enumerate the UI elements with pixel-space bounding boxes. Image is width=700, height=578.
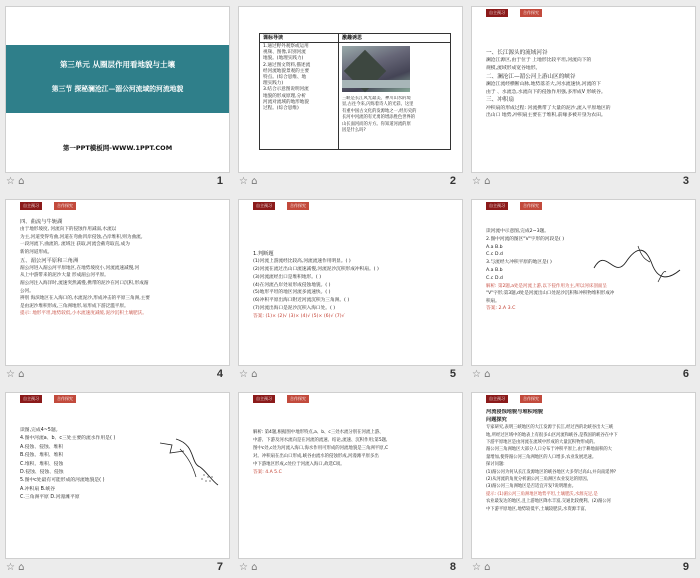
text-line: 五、湄公河平原和三角洲 <box>20 257 79 264</box>
slide-number: 3 <box>682 175 689 187</box>
text-line: 1.通过野外观察或运用 <box>263 44 309 49</box>
text-line: 地貌。(地理实践力) <box>263 56 304 62</box>
river-map <box>156 433 220 487</box>
text-line: C.c D.d <box>486 252 503 258</box>
tab-self-study: 自主预习 <box>486 395 508 403</box>
river-diagram <box>592 240 682 288</box>
body-text <box>486 409 687 513</box>
text-line: 公河。 <box>20 288 34 294</box>
text-line: 由于地形坡度, 河流向下的侵蚀作用减弱,水流以 <box>20 227 117 233</box>
text-line: A.a B.b <box>486 244 503 250</box>
slide-tools-icon[interactable]: ☆ ⌂ <box>6 562 25 573</box>
slide-thumbnail-6[interactable] <box>466 193 699 385</box>
text-line: 探讨问题: <box>486 462 505 468</box>
text-line: A.冲积扇 B.峡谷 <box>20 486 56 492</box>
slide-thumbnail-7[interactable] <box>0 386 233 578</box>
text-line: C.三角洲平原 D.河漫滩平原 <box>20 495 80 501</box>
slide-footer <box>233 560 466 576</box>
slide-canvas <box>471 6 696 173</box>
text-line: 4.图中河流a、b、c三处主要的流水作用是( ) <box>20 436 116 442</box>
text-line: 读图,完成4~5题。 <box>20 428 61 433</box>
tab-cooperation: 合作探究 <box>520 395 542 403</box>
slide-footer <box>466 560 699 576</box>
analysis-line: 对。冲积扇在出山口形成,峡谷由流水的侵蚀形成,河漫滩平原多出 <box>253 454 379 459</box>
slide-tools-icon[interactable]: ☆ ⌂ <box>239 562 258 573</box>
tab-self-study: 自主预习 <box>486 202 508 210</box>
text-line: 新的河道形成。 <box>20 249 53 255</box>
slide-canvas <box>238 199 463 366</box>
text-line: 经河流地貌景观的主要 <box>263 68 309 74</box>
analysis-line: 解析: 第2题,a处是河流上游,以下侵作用为主,所以河床剖面呈 <box>486 283 607 289</box>
body-text <box>20 218 221 318</box>
text-line: 特点。(综合思维、地 <box>263 75 307 81</box>
text-line: (7)河流出海口是泥沙沉积入海口处。( ) <box>253 305 336 311</box>
text-line: (3)河流流经出口是堆积地形。( ) <box>253 274 322 280</box>
text-line: 量增加,使得湄公河三角洲地区的人口增多,农业发展迅速。 <box>486 454 597 460</box>
answer-line: 答案: 2.A 3.C <box>486 306 516 312</box>
slide-header <box>239 393 462 403</box>
text-line: 3.结合示意图说明河流 <box>263 87 309 93</box>
hint-line: 提示: (1)湄公河三角洲地区地势平坦,土壤肥沃,水源充足,是 <box>486 491 598 497</box>
slide-tools-icon[interactable]: ☆ ⌂ <box>6 176 25 187</box>
text-line: D.侵蚀、侵蚀、侵蚀 <box>20 470 64 476</box>
slide-header <box>472 200 695 210</box>
analysis-line: 中下游地区形成,c处位于河流入海口,故选C项。 <box>253 462 345 467</box>
table-header-cell: 激趣诱思 <box>342 35 363 41</box>
slide-footer <box>0 174 233 190</box>
text-line: (5)地形平坦的地区河流多流速快。( ) <box>253 290 331 296</box>
slide-canvas <box>471 199 696 366</box>
slide-thumbnail-2[interactable] <box>233 0 466 192</box>
text-line: 长河中河流的有光勇的增添胜色世界的 <box>342 115 416 121</box>
section-title: 河流侵蚀地貌与堆积地貌 <box>486 409 544 415</box>
text-line: 规模,流域形成宽谷地形。 <box>486 66 541 71</box>
tab-cooperation: 合作探究 <box>54 202 76 210</box>
slide-canvas <box>238 6 463 173</box>
slide-number: 8 <box>449 561 456 573</box>
text-line: 河流对流域的地形地貌 <box>263 99 309 105</box>
text-line: (3)湄公河三角洲地区是否适宜开发?说明理由。 <box>486 484 577 490</box>
text-line: A.侵蚀、侵蚀、堆积 <box>20 444 64 450</box>
text-line: (1)河流上游流经比较高,河流流速作用明显。( ) <box>253 259 351 265</box>
slide-tools-icon[interactable]: ☆ ⌂ <box>239 176 258 187</box>
tab-self-study: 自主预习 <box>20 202 42 210</box>
objectives-text <box>263 44 337 112</box>
text-line: 澜沧江流经横断山脉,地势落差大,河水流速快,河流的下 <box>486 82 601 87</box>
tab-self-study: 自主预习 <box>253 202 275 210</box>
text-line: 冲积扇的形成过程: 河流携带了大量的泥沙,流入平原地区的 <box>486 105 611 111</box>
text-line: 二、澜沧江—湄公河上游山区的峡谷 <box>486 73 576 80</box>
tab-self-study: 自主预习 <box>253 395 275 403</box>
slide-number: 1 <box>216 175 223 187</box>
objectives-table <box>259 33 451 150</box>
slide-number: 4 <box>216 368 223 380</box>
text-line: 中下游平原地区,地势较低平,土壤较肥沃,水资源丰富。 <box>486 506 589 512</box>
text-line: 过程。(综合思维) <box>263 106 299 112</box>
slide-tools-icon[interactable]: ☆ ⌂ <box>239 369 258 380</box>
text-line: 因是什么吗? <box>342 128 366 134</box>
slide-canvas <box>238 392 463 559</box>
tab-cooperation: 合作探究 <box>287 202 309 210</box>
slide-header <box>6 200 229 210</box>
text-line: 澜沧江源区,由于位于 上地形比较平坦,河流向下的 <box>486 58 592 64</box>
analysis-line: 积扇。 <box>486 298 500 304</box>
slide-tools-icon[interactable]: ☆ ⌂ <box>472 369 491 380</box>
text-line: 3.与流经大冲积平原的地区是( ) <box>486 260 552 266</box>
text-line: 5.图中c处最有可能形成的河流地貌是( ) <box>20 478 105 484</box>
text-line: 农业最发达的地区,且上游地区降水丰富,交通比较便利。(2)湄公河 <box>486 499 611 505</box>
tab-cooperation: 合作探究 <box>520 9 542 17</box>
answer-line: 答案: (1)× (2)√ (3)× (4)√ (5)× (6)√ (7)√ <box>253 313 345 319</box>
gorge-photo <box>342 46 410 92</box>
slide-thumbnail-9[interactable] <box>466 386 699 578</box>
text-line: C.c D.d <box>486 275 503 281</box>
text-line: B.侵蚀、堆积、堆积 <box>20 453 64 459</box>
analysis-line: 解析: 第4题,根据图中地形特点,a、b、c三处水流分别在河流上游、 <box>253 430 384 435</box>
slide-footer <box>466 367 699 383</box>
hint-line: 提示: 地形平坦,地势较低,小水流速度减缓,泥沙沉积土壤肥沃。 <box>20 311 147 317</box>
slide-number: 6 <box>682 368 689 380</box>
analysis-line: "V"字形;第3题,d处是河流出山口处泥沙沉积和冲积物堆积形成冲 <box>486 291 615 297</box>
body-text <box>253 250 454 321</box>
slide-footer <box>233 174 466 190</box>
slide-tools-icon[interactable]: ☆ ⌂ <box>472 176 491 187</box>
slide-header <box>239 200 462 210</box>
body-text <box>253 429 454 477</box>
slide-thumbnail-5[interactable] <box>233 193 466 385</box>
intro-text <box>342 96 448 134</box>
table-header-cell: 课标导读 <box>263 35 284 41</box>
analysis-line: 中游、下游及河水流向是在河流的流速、结论,流速、沉积作用;第5题, <box>253 438 388 443</box>
slide-canvas <box>5 392 230 559</box>
tab-cooperation: 合作探究 <box>520 202 542 210</box>
text-line: 湄公河注入海洋时,流速突然减慢,携带的泥沙在河口沉积,形成湄 <box>20 280 149 286</box>
text-line: 山长面河而的方方。你知道河流的原 <box>342 121 411 127</box>
tab-self-study: 自主预习 <box>486 9 508 17</box>
slide-number: 5 <box>449 368 456 380</box>
slide-number: 9 <box>682 561 689 573</box>
text-line: (4)在河流凸岸处易形成侵蚀地貌。( ) <box>253 282 331 288</box>
slide-footer <box>466 174 699 190</box>
slide-title: 第三单元 从圈层作用看地貌与土壤 <box>59 60 176 69</box>
text-line: 三、冲积扇 <box>486 97 514 104</box>
tab-self-study: 自主预习 <box>20 395 42 403</box>
text-line: 三峡是长江风光最美、神川山水的境 <box>342 96 411 101</box>
text-line: 一、长江源头的流域河谷 <box>486 50 548 56</box>
text-line: 一段河流下,曲流的, 流域注 获取,河流会截弯取直,成为 <box>20 242 130 248</box>
analysis-line: 图中c处,c处为河流入海口,海水作用可形成的河流地貌是三角洲平原,C <box>253 446 389 451</box>
text-line: 四、曲流与牛轭湖 <box>20 219 63 225</box>
text-line: 2.图中河流的图区"V"字形的河段是( ) <box>486 236 565 242</box>
slide-canvas <box>5 6 230 173</box>
text-line: 湄公河进入湄公河平原地区,在地势坡度小,河流流速减慢,河 <box>20 265 140 271</box>
text-line: (2)从河流的角度分析湄公河三角洲区农业发达的原因。 <box>486 477 591 483</box>
text-line: (6)冲积平原出海口附近河流沉积为三角洲。( ) <box>253 298 350 304</box>
slide-number: 7 <box>216 561 223 573</box>
slide-subtitle: 第三节 探秘澜沧江—湄公河流域的河流地貌 <box>51 85 184 93</box>
text-line: 湄公河三角洲地区大部分人口分布于冲积平原上,由于耕地面积的大 <box>486 447 612 453</box>
slide-footer <box>0 367 233 383</box>
slide-thumbnail-1[interactable] <box>0 0 233 192</box>
slide-tools-icon[interactable]: ☆ ⌂ <box>472 562 491 573</box>
slide-thumbnail-8[interactable] <box>233 386 466 578</box>
slide-thumbnail-4[interactable] <box>0 193 233 385</box>
subsection-title: 问题探究 <box>486 416 507 423</box>
text-line: 理实践力) <box>263 81 284 87</box>
slide-canvas <box>5 199 230 366</box>
site-credit: 第一PPT模板网-WWW.1PPT.COM <box>62 144 173 152</box>
tab-cooperation: 合作探究 <box>287 395 309 403</box>
slide-number: 2 <box>449 175 456 187</box>
text-line: 是由泥沙堆积形成,三角洲地形,易形成下游泛滥平原。 <box>20 303 129 309</box>
text-line: 辨别 海滨地区在入海口的,水流泥沙,形成冲击的平原三角洲,主要 <box>20 296 150 302</box>
slide-footer <box>233 367 466 383</box>
slide-header <box>6 393 229 403</box>
text-line: 地,所经过区域中的地表上有很多山区河流和峡谷,是我国的峡谷在中下 <box>486 432 618 438</box>
answer-line: 答案: 4.A 5.C <box>253 470 282 475</box>
text-line: 2.通过图文资料,描述流 <box>263 62 311 68</box>
slide-footer <box>0 560 233 576</box>
text-line: (2)河流在流过出山口流速减慢,河流泥沙沉积形成冲积扇。( ) <box>253 267 379 272</box>
text-line: 从上中游带来的泥沙大量 形成湄公河平原。 <box>20 273 109 279</box>
text-line: 由于 、水流急,水流向下的侵蚀作用强,多形成V 形峡谷。 <box>486 89 606 95</box>
text-line: 视频、图像,识别河流 <box>263 50 306 56</box>
slide-tools-icon[interactable]: ☆ ⌂ <box>6 369 25 380</box>
text-line: C.堆积、堆积、侵蚀 <box>20 461 64 467</box>
title-band <box>6 45 229 113</box>
text-line: 读河流中示意图,完成2~3题。 <box>486 229 549 234</box>
slide-canvas <box>471 392 696 559</box>
text-line: 有重中国古文化的发源地之一,经历史的 <box>342 108 417 114</box>
text-line: (1)湄公河为何从长江发源地区的峡谷地区大多穿过高山,并向南延伸? <box>486 469 617 475</box>
text-line: 显,古往今来,闪烁着诗人的光彩。这里 <box>342 102 414 108</box>
text-line: 下游平原地区是由河流在流域中形成的大量沉积物形成的。 <box>486 440 598 445</box>
text-line: 地貌的形成原理,分析 <box>263 93 306 99</box>
slide-header <box>472 393 695 403</box>
slide-header <box>472 7 695 17</box>
slide-thumbnail-3[interactable] <box>466 0 699 192</box>
river-image <box>342 80 410 88</box>
text-line: 出山口 地势,冲积扇主要在于堆积,前缘多被开垦为农田。 <box>486 113 606 119</box>
tab-cooperation: 合作探究 <box>54 395 76 403</box>
text-line: 为主,河道变得弯曲,河道在弯曲凹岸侵蚀,凸岸堆积,则为曲流。 <box>20 234 146 240</box>
text-line: 专家研究,表明三峡地区的大江发源于长江,经过西的北峡谷出大三峡 <box>486 425 614 431</box>
text-line: 1.判断题 <box>253 251 274 257</box>
text-line: A.a B.b <box>486 267 503 273</box>
body-text <box>486 49 687 120</box>
